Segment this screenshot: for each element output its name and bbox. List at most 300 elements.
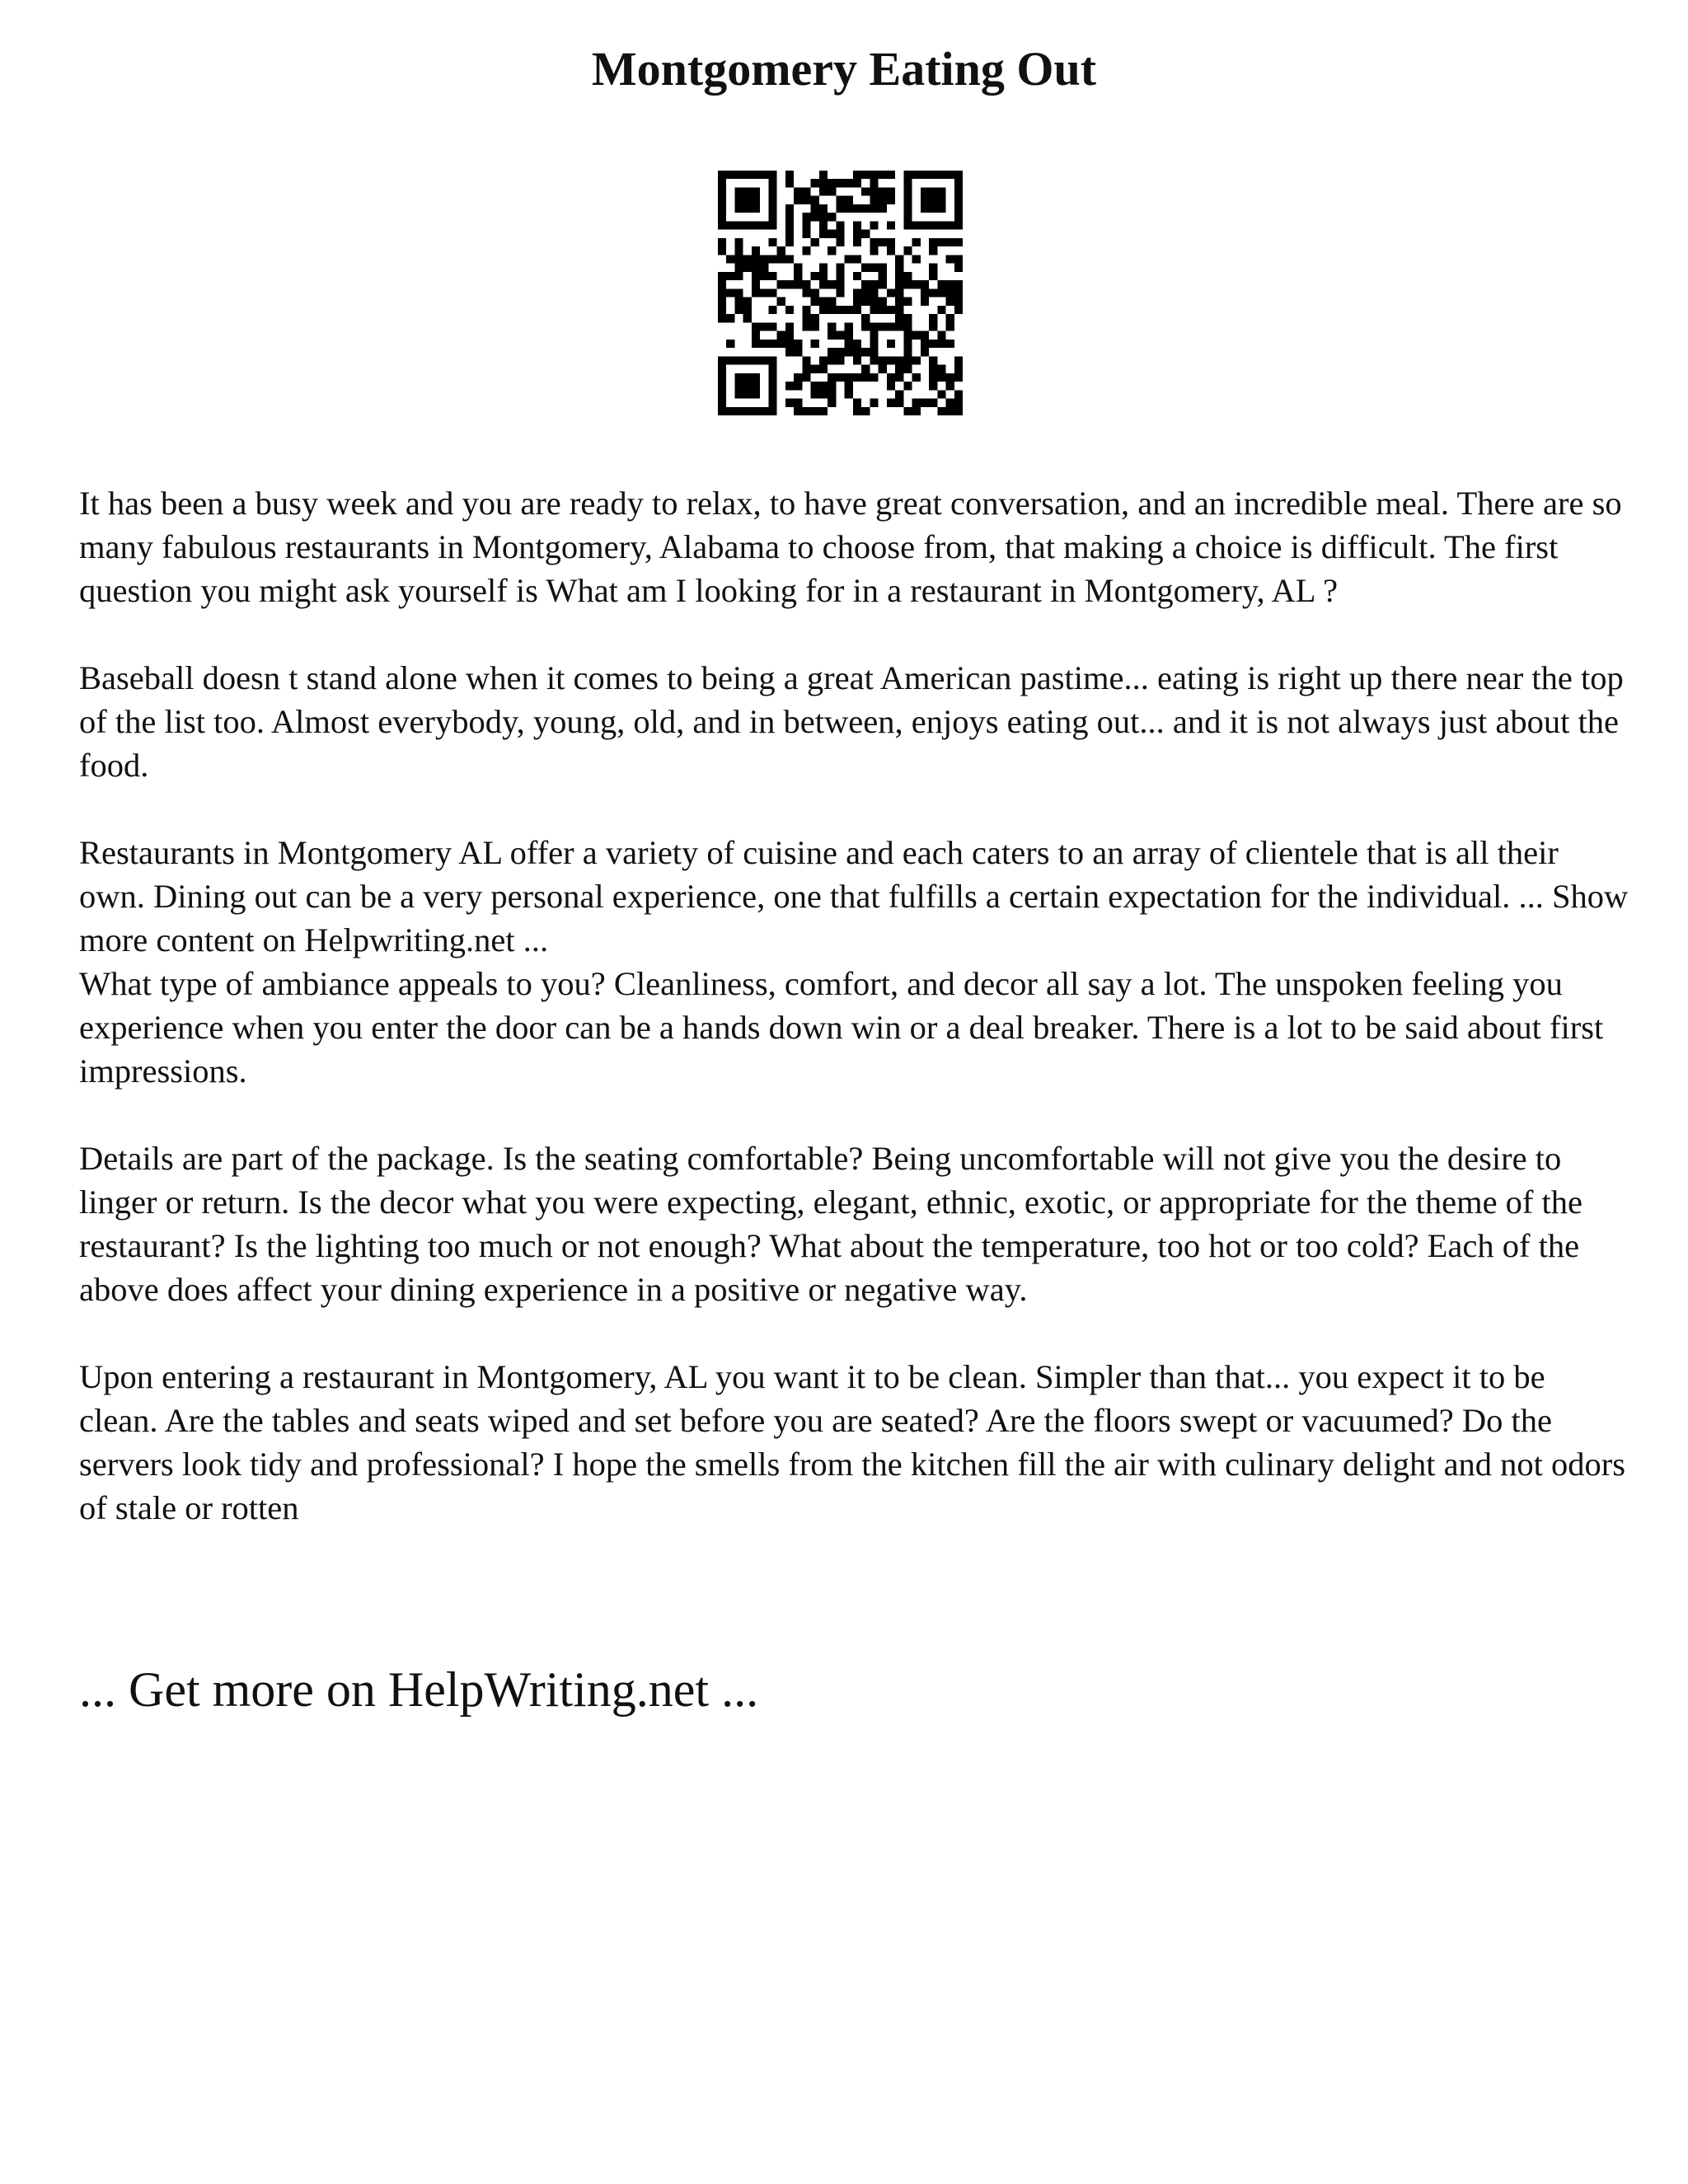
qr-module bbox=[785, 238, 794, 246]
qr-module bbox=[819, 272, 828, 280]
qr-module bbox=[845, 373, 853, 382]
qr-module bbox=[954, 213, 963, 221]
qr-module bbox=[946, 171, 954, 179]
qr-module bbox=[929, 373, 937, 382]
qr-module bbox=[903, 407, 912, 415]
qr-module bbox=[718, 407, 726, 415]
qr-module bbox=[802, 187, 810, 195]
qr-module bbox=[752, 246, 760, 255]
qr-module bbox=[734, 264, 743, 272]
qr-module bbox=[734, 288, 743, 297]
qr-module bbox=[861, 373, 870, 382]
qr-module bbox=[760, 407, 768, 415]
qr-module bbox=[743, 255, 752, 263]
qr-module bbox=[887, 356, 895, 364]
qr-module bbox=[937, 171, 945, 179]
qr-module bbox=[929, 314, 937, 322]
qr-module bbox=[879, 196, 887, 204]
qr-module bbox=[726, 314, 734, 322]
qr-module bbox=[718, 187, 726, 195]
qr-module bbox=[811, 365, 819, 373]
qr-module bbox=[819, 204, 828, 213]
qr-module bbox=[870, 306, 878, 314]
qr-module bbox=[802, 314, 810, 322]
qr-module bbox=[870, 221, 878, 229]
qr-module bbox=[903, 171, 912, 179]
qr-module bbox=[929, 264, 937, 272]
qr-module bbox=[870, 322, 878, 330]
qr-module bbox=[726, 272, 734, 280]
qr-module bbox=[718, 373, 726, 382]
qr-module bbox=[828, 399, 836, 407]
qr-module bbox=[937, 373, 945, 382]
qr-module bbox=[870, 246, 878, 255]
qr-module bbox=[811, 314, 819, 322]
qr-module bbox=[887, 288, 895, 297]
qr-module bbox=[734, 272, 743, 280]
qr-module bbox=[718, 204, 726, 213]
qr-module bbox=[718, 390, 726, 398]
qr-module bbox=[929, 221, 937, 229]
qr-module bbox=[743, 204, 752, 213]
qr-module bbox=[734, 306, 743, 314]
qr-module bbox=[929, 399, 937, 407]
qr-module bbox=[946, 288, 954, 297]
qr-module bbox=[853, 255, 861, 263]
qr-module bbox=[921, 196, 929, 204]
qr-module bbox=[768, 356, 776, 364]
qr-module bbox=[785, 255, 794, 263]
qr-module bbox=[845, 340, 853, 348]
qr-module bbox=[836, 196, 844, 204]
qr-module bbox=[760, 171, 768, 179]
qr-module bbox=[845, 255, 853, 263]
qr-module bbox=[743, 221, 752, 229]
qr-module bbox=[954, 238, 963, 246]
qr-module bbox=[819, 264, 828, 272]
qr-module bbox=[794, 196, 802, 204]
qr-module bbox=[752, 272, 760, 280]
qr-module bbox=[937, 187, 945, 195]
qr-module bbox=[760, 288, 768, 297]
qr-module bbox=[903, 348, 912, 356]
qr-module bbox=[768, 399, 776, 407]
qr-module bbox=[870, 399, 878, 407]
qr-module bbox=[794, 399, 802, 407]
qr-module bbox=[879, 306, 887, 314]
qr-module bbox=[752, 322, 760, 330]
qr-module bbox=[845, 390, 853, 398]
qr-module bbox=[811, 272, 819, 280]
get-more-link[interactable]: ... Get more on HelpWriting.net ... bbox=[79, 1662, 759, 1717]
qr-module bbox=[879, 322, 887, 330]
qr-module bbox=[887, 246, 895, 255]
qr-module bbox=[836, 221, 844, 229]
qr-module bbox=[845, 382, 853, 390]
qr-module bbox=[946, 255, 954, 263]
qr-module bbox=[777, 340, 785, 348]
qr-module bbox=[802, 196, 810, 204]
qr-module bbox=[718, 213, 726, 221]
qr-module bbox=[760, 356, 768, 364]
qr-module bbox=[743, 306, 752, 314]
qr-module bbox=[828, 382, 836, 390]
qr-module bbox=[768, 390, 776, 398]
qr-module bbox=[768, 382, 776, 390]
qr-module bbox=[879, 204, 887, 213]
qr-module bbox=[785, 306, 794, 314]
qr-module bbox=[726, 255, 734, 263]
qr-module bbox=[734, 255, 743, 263]
qr-module bbox=[718, 272, 726, 280]
qr-module bbox=[912, 171, 921, 179]
qr-module bbox=[828, 246, 836, 255]
qr-module bbox=[819, 390, 828, 398]
qr-module bbox=[853, 230, 861, 238]
qr-module bbox=[726, 221, 734, 229]
qr-module bbox=[785, 322, 794, 330]
qr-module bbox=[895, 373, 903, 382]
qr-module bbox=[760, 264, 768, 272]
qr-module bbox=[760, 255, 768, 263]
qr-module bbox=[836, 179, 844, 187]
qr-module bbox=[836, 348, 844, 356]
qr-module bbox=[802, 246, 810, 255]
qr-module bbox=[937, 288, 945, 297]
qr-module bbox=[870, 171, 878, 179]
qr-module bbox=[768, 171, 776, 179]
qr-module bbox=[836, 373, 844, 382]
qr-module bbox=[861, 264, 870, 272]
qr-module bbox=[870, 196, 878, 204]
qr-module bbox=[921, 399, 929, 407]
qr-module bbox=[836, 264, 844, 272]
qr-module bbox=[954, 306, 963, 314]
qr-module bbox=[921, 187, 929, 195]
qr-module bbox=[946, 238, 954, 246]
qr-module bbox=[895, 365, 903, 373]
qr-module bbox=[929, 356, 937, 364]
qr-module bbox=[802, 288, 810, 297]
qr-module bbox=[802, 221, 810, 229]
qr-module bbox=[879, 238, 887, 246]
qr-module bbox=[785, 280, 794, 288]
qr-module bbox=[937, 238, 945, 246]
qr-module bbox=[861, 288, 870, 297]
qr-module bbox=[954, 288, 963, 297]
qr-module bbox=[726, 171, 734, 179]
qr-module bbox=[743, 298, 752, 306]
qr-module bbox=[734, 187, 743, 195]
qr-module bbox=[811, 390, 819, 398]
qr-module bbox=[895, 264, 903, 272]
qr-module bbox=[912, 373, 921, 382]
qr-module bbox=[777, 246, 785, 255]
qr-module bbox=[734, 356, 743, 364]
qr-module bbox=[946, 280, 954, 288]
qr-module bbox=[768, 187, 776, 195]
qr-code-graphic bbox=[718, 171, 963, 415]
qr-module bbox=[853, 399, 861, 407]
qr-module bbox=[861, 322, 870, 330]
qr-module bbox=[895, 280, 903, 288]
qr-module bbox=[870, 264, 878, 272]
qr-module bbox=[836, 331, 844, 340]
qr-module bbox=[718, 399, 726, 407]
qr-module bbox=[921, 348, 929, 356]
qr-module bbox=[811, 238, 819, 246]
qr-module bbox=[752, 373, 760, 382]
qr-module bbox=[853, 288, 861, 297]
qr-module bbox=[785, 221, 794, 229]
qr-module bbox=[879, 356, 887, 364]
qr-module bbox=[768, 373, 776, 382]
qr-module bbox=[903, 272, 912, 280]
qr-module bbox=[879, 272, 887, 280]
qr-module bbox=[921, 221, 929, 229]
qr-module bbox=[734, 382, 743, 390]
qr-module bbox=[752, 356, 760, 364]
qr-module bbox=[845, 306, 853, 314]
qr-module bbox=[845, 196, 853, 204]
qr-module bbox=[802, 280, 810, 288]
qr-module bbox=[743, 382, 752, 390]
qr-module bbox=[879, 298, 887, 306]
qr-module bbox=[921, 340, 929, 348]
qr-module bbox=[760, 272, 768, 280]
qr-module bbox=[752, 196, 760, 204]
qr-module bbox=[743, 390, 752, 398]
qr-module bbox=[895, 356, 903, 364]
qr-module bbox=[861, 280, 870, 288]
qr-module bbox=[777, 331, 785, 340]
qr-module bbox=[726, 407, 734, 415]
qr-module bbox=[819, 365, 828, 373]
qr-module bbox=[937, 340, 945, 348]
qr-module bbox=[946, 407, 954, 415]
qr-module bbox=[828, 230, 836, 238]
qr-module bbox=[887, 373, 895, 382]
qr-module bbox=[903, 356, 912, 364]
qr-module bbox=[743, 187, 752, 195]
qr-module bbox=[828, 179, 836, 187]
qr-module bbox=[768, 255, 776, 263]
qr-module bbox=[760, 340, 768, 348]
page-title: Montgomery Eating Out bbox=[591, 42, 1097, 96]
qr-module bbox=[887, 322, 895, 330]
qr-module bbox=[734, 196, 743, 204]
qr-module bbox=[718, 238, 726, 246]
qr-module bbox=[903, 382, 912, 390]
qr-module bbox=[929, 322, 937, 330]
qr-module bbox=[946, 382, 954, 390]
qr-module bbox=[811, 322, 819, 330]
qr-module bbox=[946, 298, 954, 306]
qr-module bbox=[954, 298, 963, 306]
qr-module bbox=[785, 230, 794, 238]
qr-module bbox=[734, 221, 743, 229]
qr-module bbox=[819, 179, 828, 187]
qr-module bbox=[760, 221, 768, 229]
qr-module bbox=[828, 280, 836, 288]
qr-module bbox=[903, 298, 912, 306]
qr-module bbox=[743, 264, 752, 272]
qr-module bbox=[853, 373, 861, 382]
qr-module bbox=[912, 407, 921, 415]
qr-module bbox=[718, 171, 726, 179]
qr-module bbox=[785, 204, 794, 213]
qr-module bbox=[794, 407, 802, 415]
qr-module bbox=[912, 255, 921, 263]
qr-module bbox=[954, 399, 963, 407]
qr-module bbox=[861, 204, 870, 213]
qr-module bbox=[819, 230, 828, 238]
qr-module bbox=[828, 298, 836, 306]
qr-module bbox=[794, 382, 802, 390]
qr-module bbox=[870, 288, 878, 297]
qr-module bbox=[768, 238, 776, 246]
qr-module bbox=[879, 280, 887, 288]
qr-module bbox=[743, 171, 752, 179]
qr-module bbox=[768, 288, 776, 297]
qr-module bbox=[853, 306, 861, 314]
qr-module bbox=[718, 179, 726, 187]
qr-module bbox=[887, 382, 895, 390]
qr-module bbox=[819, 221, 828, 229]
qr-module bbox=[946, 322, 954, 330]
qr-module bbox=[743, 407, 752, 415]
qr-module bbox=[785, 213, 794, 221]
qr-module bbox=[887, 399, 895, 407]
qr-module bbox=[937, 365, 945, 373]
qr-module bbox=[752, 288, 760, 297]
qr-module bbox=[921, 280, 929, 288]
qr-module bbox=[802, 230, 810, 238]
qr-module bbox=[819, 298, 828, 306]
qr-module bbox=[752, 221, 760, 229]
qr-module bbox=[785, 179, 794, 187]
qr-module bbox=[912, 356, 921, 364]
qr-module bbox=[895, 322, 903, 330]
qr-module bbox=[836, 238, 844, 246]
qr-module bbox=[921, 204, 929, 213]
qr-module bbox=[743, 373, 752, 382]
qr-module bbox=[870, 179, 878, 187]
qr-module bbox=[912, 221, 921, 229]
qr-module bbox=[853, 298, 861, 306]
qr-module bbox=[743, 196, 752, 204]
qr-module bbox=[802, 407, 810, 415]
qr-module bbox=[870, 340, 878, 348]
qr-module bbox=[887, 196, 895, 204]
qr-module bbox=[845, 322, 853, 330]
qr-module bbox=[853, 238, 861, 246]
qr-module bbox=[903, 280, 912, 288]
qr-module bbox=[819, 356, 828, 364]
qr-module bbox=[870, 204, 878, 213]
qr-module bbox=[853, 407, 861, 415]
qr-module bbox=[785, 382, 794, 390]
paragraph-cleanliness: Upon entering a restaurant in Montgomery, AL you want it to be clean. Simpler than that... you expect it to be clean. Are the tables and seats wiped and set before you are seated? Are the floors swept or vacuumed? Do the servers look tidy and professional? I hope the smells from the kitchen fill the air with culinary delight and not odors of stale or rotten bbox=[79, 1358, 1626, 1526]
qr-module bbox=[828, 356, 836, 364]
qr-module bbox=[954, 365, 963, 373]
qr-module bbox=[870, 356, 878, 364]
qr-module bbox=[929, 171, 937, 179]
qr-module bbox=[879, 187, 887, 195]
qr-module bbox=[853, 171, 861, 179]
qr-module bbox=[903, 314, 912, 322]
qr-module bbox=[819, 171, 828, 179]
qr-module bbox=[811, 340, 819, 348]
qr-module bbox=[811, 204, 819, 213]
qr-module bbox=[845, 179, 853, 187]
qr-module bbox=[929, 187, 937, 195]
qr-module bbox=[811, 213, 819, 221]
qr-module bbox=[845, 331, 853, 340]
paragraph-intro: It has been a busy week and you are ready to relax, to have great conversation, and an incredible meal. There are so many fabulous restaurants in Montgomery, Alabama to choose from, that making a choice is difficult. The first question you might ask yourself is What am I looking for in a restaurant in Montgomery, AL ? bbox=[79, 485, 1622, 609]
qr-module bbox=[718, 382, 726, 390]
qr-module bbox=[752, 255, 760, 263]
qr-module bbox=[752, 331, 760, 340]
qr-module bbox=[861, 298, 870, 306]
qr-module bbox=[946, 340, 954, 348]
qr-module bbox=[777, 255, 785, 263]
qr-module bbox=[946, 373, 954, 382]
qr-module bbox=[870, 298, 878, 306]
qr-module bbox=[879, 365, 887, 373]
qr-module bbox=[937, 331, 945, 340]
qr-module bbox=[768, 204, 776, 213]
qr-module bbox=[861, 230, 870, 238]
qr-module bbox=[836, 204, 844, 213]
qr-module bbox=[912, 238, 921, 246]
qr-module bbox=[895, 288, 903, 297]
qr-module bbox=[828, 373, 836, 382]
qr-module bbox=[802, 213, 810, 221]
qr-module bbox=[768, 179, 776, 187]
qr-module bbox=[853, 348, 861, 356]
qr-module bbox=[726, 340, 734, 348]
qr-module bbox=[861, 365, 870, 373]
qr-module bbox=[811, 179, 819, 187]
qr-module bbox=[929, 382, 937, 390]
qr-module bbox=[921, 331, 929, 340]
qr-module bbox=[954, 280, 963, 288]
qr-module bbox=[946, 314, 954, 322]
qr-module bbox=[921, 288, 929, 297]
qr-module bbox=[929, 365, 937, 373]
qr-module bbox=[870, 187, 878, 195]
qr-module bbox=[954, 356, 963, 364]
paragraph-baseball: Baseball doesn t stand alone when it comes to being a great American pastime... eating is right up there near the top of the list too. Almost everybody, young, old, and in between, enjoys eating out... and it is not always just about the food. bbox=[79, 659, 1624, 784]
qr-module bbox=[811, 382, 819, 390]
qr-module bbox=[937, 204, 945, 213]
qr-module bbox=[887, 187, 895, 195]
qr-module bbox=[718, 365, 726, 373]
qr-module bbox=[954, 179, 963, 187]
qr-module bbox=[718, 221, 726, 229]
qr-module bbox=[929, 196, 937, 204]
qr-module bbox=[929, 204, 937, 213]
qr-module bbox=[887, 221, 895, 229]
qr-module bbox=[752, 280, 760, 288]
qr-module bbox=[752, 390, 760, 398]
qr-module bbox=[870, 373, 878, 382]
qr-module bbox=[752, 407, 760, 415]
qr-module bbox=[895, 255, 903, 263]
qr-module bbox=[879, 264, 887, 272]
qr-module bbox=[734, 373, 743, 382]
